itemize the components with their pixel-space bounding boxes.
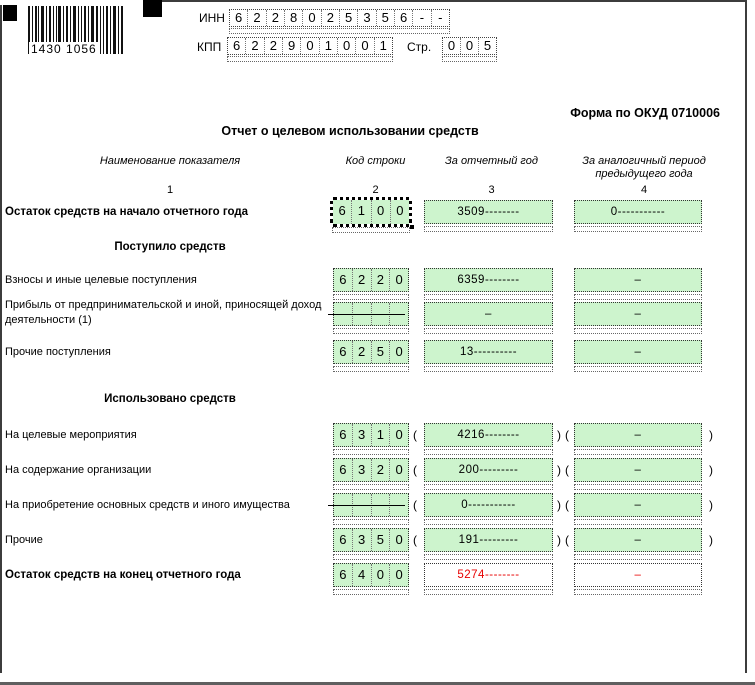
paren-open: ( <box>565 428 569 442</box>
value-cell-report[interactable]: 191--------- <box>424 528 553 552</box>
digit: 5 <box>371 341 390 363</box>
okud-form-code: Форма по ОКУД 0710006 <box>570 106 720 120</box>
kpp-label: КПП <box>197 40 222 54</box>
crossed-out-line <box>328 314 405 315</box>
value-cell-previous[interactable]: – <box>574 458 702 482</box>
kpp-field[interactable] <box>227 37 393 55</box>
paren-close: ) <box>709 428 713 442</box>
paren-close: ) <box>557 463 561 477</box>
digit: 5 <box>478 38 496 54</box>
column-header-previous-year <box>569 155 719 181</box>
row-label: На содержание организации <box>5 464 152 476</box>
value-cell-report[interactable]: 4216-------- <box>424 423 553 447</box>
digit: 0 <box>389 529 408 551</box>
value-cell-previous[interactable]: – <box>574 302 702 326</box>
value-cell-previous[interactable]: – <box>574 493 702 517</box>
paren-close: ) <box>557 498 561 512</box>
row-label: Остаток средств на начало отчетного года <box>5 206 249 218</box>
paren-close: ) <box>709 498 713 512</box>
value-cell-previous[interactable]: – <box>574 423 702 447</box>
digit: 1 <box>371 424 390 446</box>
value-cell-report[interactable]: 6359-------- <box>424 268 553 292</box>
digit: 6 <box>339 344 347 359</box>
code-cell-6400[interactable] <box>333 563 409 587</box>
digit: 0 <box>371 200 390 224</box>
digit: 2 <box>264 38 282 54</box>
column-number-3: 3 <box>488 184 495 196</box>
digit: 0 <box>389 424 408 446</box>
value-cell-report[interactable]: 13---------- <box>424 340 553 364</box>
row-label: Взносы и иные целевые поступления <box>5 274 197 286</box>
page-title: Отчет о целевом использовании средств <box>221 124 479 138</box>
barcode <box>28 6 124 56</box>
row-label: На целевые мероприятия <box>5 429 137 441</box>
section-header-spent: Использовано средств <box>104 393 236 405</box>
digit: 0 <box>389 564 408 586</box>
section-header-income: Поступило средств <box>114 241 226 253</box>
paren-close: ) <box>557 533 561 547</box>
column-number-2: 2 <box>372 184 379 196</box>
column-header-report-year: За отчетный год <box>445 155 538 167</box>
registration-mark-left <box>3 5 17 21</box>
digit: 6 <box>338 203 346 218</box>
code-cell-crossed-out <box>333 493 409 517</box>
value-cell-previous[interactable]: – <box>574 340 702 364</box>
table-row <box>0 493 755 517</box>
digit: 2 <box>266 10 284 26</box>
paren-close: ) <box>709 463 713 477</box>
paren-open: ( <box>565 463 569 477</box>
code-cell-6350[interactable] <box>333 528 409 552</box>
value-cell-previous[interactable]: – <box>574 268 702 292</box>
paren-open: ( <box>413 533 417 547</box>
digit: 0 <box>447 38 456 53</box>
digit: 6 <box>339 567 347 582</box>
row-label: Остаток средств на конец отчетного года <box>5 569 241 581</box>
value-cell-report[interactable]: 200--------- <box>424 458 553 482</box>
paren-open: ( <box>413 498 417 512</box>
row-label: На приобретение основных средств и иного имущества <box>5 499 290 511</box>
paren-close: ) <box>709 533 713 547</box>
digit: 3 <box>352 424 371 446</box>
digit: 0 <box>302 10 320 26</box>
digit: 0 <box>390 200 409 224</box>
column-number-1: 1 <box>166 184 174 196</box>
table-row <box>0 299 755 327</box>
digit: 2 <box>352 341 371 363</box>
row-label: Прибыль от предпринимательской и иной, приносящей доход деятельности (1) <box>5 299 322 326</box>
digit: 3 <box>357 10 375 26</box>
paren-open: ( <box>565 498 569 512</box>
table-row <box>0 200 755 224</box>
digit: 1 <box>351 200 370 224</box>
page-border-top <box>143 0 747 2</box>
code-cell-6310[interactable] <box>333 423 409 447</box>
column-header-previous-year-line2: предыдущего года <box>595 168 693 180</box>
digit: 2 <box>321 10 339 26</box>
digit: 6 <box>339 532 347 547</box>
digit: 0 <box>389 341 408 363</box>
table-row <box>0 528 755 552</box>
digit: 0 <box>389 459 408 481</box>
digit: 6 <box>339 272 347 287</box>
column-number-4: 4 <box>640 184 648 196</box>
table-row <box>0 340 755 364</box>
table-row <box>0 563 755 587</box>
value-cell-report-negative[interactable]: 5274-------- <box>424 563 553 587</box>
digit: 4 <box>352 564 371 586</box>
row-label: Прочие поступления <box>5 346 111 358</box>
column-header-previous-year-line1: За аналогичный период <box>582 155 706 167</box>
value-cell-previous[interactable]: – <box>574 528 702 552</box>
page-number-field[interactable] <box>442 37 497 55</box>
digit: 2 <box>371 269 390 291</box>
code-cell-6220[interactable] <box>333 268 409 292</box>
paren-close: ) <box>557 428 561 442</box>
digit: 2 <box>352 269 371 291</box>
registration-mark-right <box>143 0 162 17</box>
value-cell-previous-negative[interactable]: – <box>574 563 702 587</box>
code-cell-6250[interactable] <box>333 340 409 364</box>
digit: 2 <box>371 459 390 481</box>
digit: - <box>431 10 449 26</box>
digit: 0 <box>389 269 408 291</box>
paren-open: ( <box>413 463 417 477</box>
table-row <box>0 423 755 447</box>
code-cell-6100-selected[interactable] <box>330 197 412 227</box>
digit: 6 <box>339 462 347 477</box>
digit: 0 <box>460 38 478 54</box>
digit: 0 <box>371 564 390 586</box>
digit: 6 <box>394 10 412 26</box>
digit: 3 <box>352 529 371 551</box>
digit: 0 <box>300 38 318 54</box>
digit: 6 <box>235 10 243 25</box>
barcode-number: 1430 1056 <box>31 42 97 56</box>
digit: 8 <box>284 10 302 26</box>
digit: 5 <box>376 10 394 26</box>
digit: 1 <box>319 38 337 54</box>
digit: 0 <box>337 38 355 54</box>
digit: - <box>412 10 430 26</box>
digit: 6 <box>339 427 347 442</box>
inn-label: ИНН <box>199 11 225 25</box>
table-row <box>0 458 755 482</box>
crossed-out-line <box>328 505 405 506</box>
digit: 2 <box>245 38 263 54</box>
row-label: Прочие <box>5 534 43 546</box>
digit: 3 <box>352 459 371 481</box>
page-number-label: Стр. <box>407 40 432 54</box>
column-header-code: Код строки <box>345 155 406 167</box>
value-cell-report[interactable]: 3509-------- <box>424 200 553 224</box>
digit: 2 <box>247 10 265 26</box>
code-cell-crossed-out <box>333 302 409 326</box>
code-cell-6320[interactable] <box>333 458 409 482</box>
paren-open: ( <box>565 533 569 547</box>
digit: 5 <box>371 529 390 551</box>
digit: 9 <box>282 38 300 54</box>
digit: 1 <box>374 38 392 54</box>
digit: 5 <box>339 10 357 26</box>
value-cell-report[interactable]: – <box>424 302 553 326</box>
value-cell-report[interactable]: 0----------- <box>424 493 553 517</box>
column-header-name: Наименование показателя <box>99 155 241 167</box>
selection-fill-handle[interactable] <box>409 224 414 229</box>
inn-field[interactable] <box>229 9 450 27</box>
digit: 6 <box>233 38 241 53</box>
table-row <box>0 268 755 292</box>
digit: 0 <box>355 38 373 54</box>
value-cell-previous[interactable]: 0----------- <box>574 200 702 224</box>
paren-open: ( <box>413 428 417 442</box>
